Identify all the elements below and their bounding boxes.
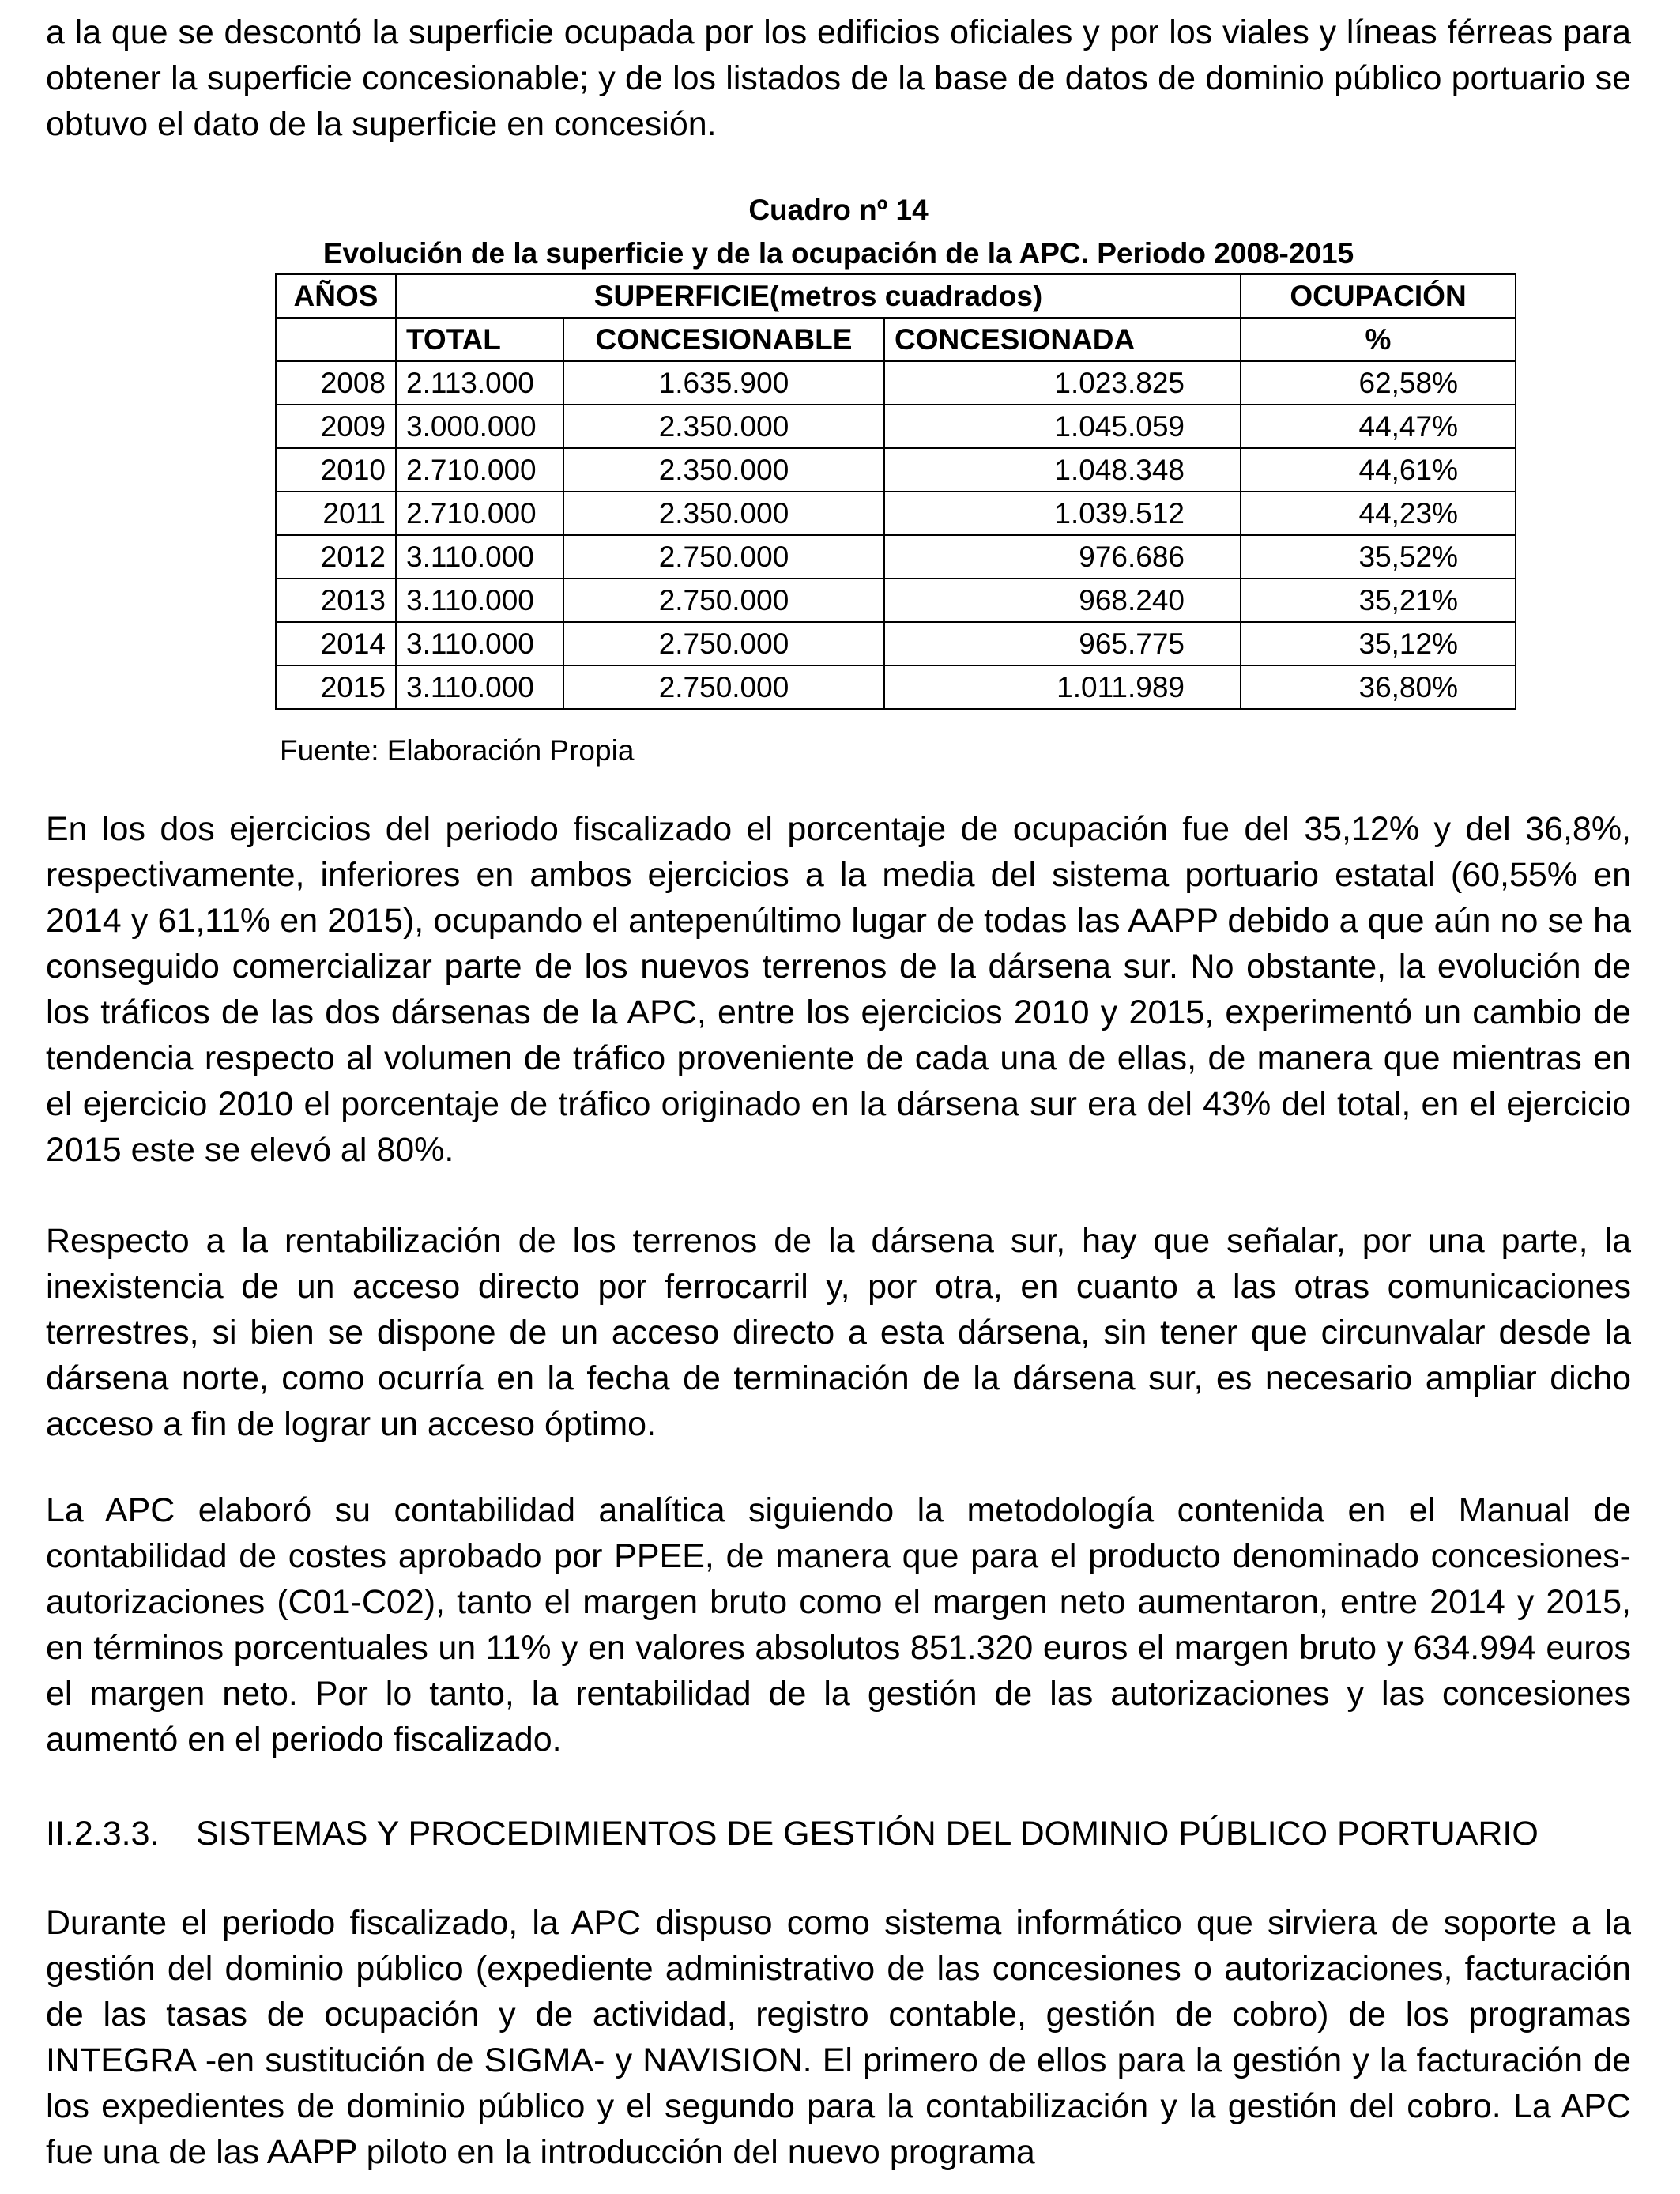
table-row: [276, 361, 1516, 405]
cell-concesionada: 1.048.348: [884, 448, 1241, 492]
table-header-row-1: [276, 274, 1516, 318]
cell-year: 2010: [276, 448, 396, 492]
header-surface-group: SUPERFICIE(metros cuadrados): [396, 274, 1241, 318]
table-caption-number: Cuadro nº 14: [748, 194, 929, 226]
cell-ocupacion: 35,52%: [1241, 535, 1516, 579]
cell-ocupacion: 35,12%: [1241, 622, 1516, 665]
section-number: II.2.3.3.: [46, 1815, 160, 1853]
cell-total: 2.710.000: [396, 492, 563, 535]
section-heading: [46, 1811, 1631, 1857]
header-occupation: OCUPACIÓN: [1241, 274, 1516, 318]
table-row: [276, 405, 1516, 448]
table-body: [276, 361, 1516, 709]
cell-ocupacion: 44,61%: [1241, 448, 1516, 492]
paragraph-accounting: La APC elaboró su contabilidad analítica siguiendo la metodología contenida en el Manual de contabilidad de costes aprobado por PPEE, de manera que para el producto denominado concesiones-autorizaciones (C01-C02), tanto el margen bruto como el margen neto aumentaron, entre 2014 y 2015, en términos porcentuales un 11% y en valores absolutos 851.320 euros el margen bruto y 634.994 euros el margen neto. Por lo tanto, la rentabilidad de la gestión de las autorizaciones y las concesiones aumentó en el periodo fiscalizado.: [46, 1491, 1631, 1759]
table-source: Fuente: Elaboración Propia: [280, 734, 635, 767]
cell-year: 2008: [276, 361, 396, 405]
intro-paragraph: a la que se descontó la superficie ocupada por los edificios oficiales y por los viales y líneas férreas para obtener la superficie concesionable; y de los listados de la base de datos de dominio público portuario se obtuvo el dato de la superficie en concesión.: [46, 13, 1631, 143]
header-concessionable: CONCESIONABLE: [563, 318, 884, 361]
cell-year: 2012: [276, 535, 396, 579]
surface-occupation-table: [275, 273, 1516, 710]
cell-concesionable: 2.750.000: [563, 535, 884, 579]
cell-concesionable: 2.350.000: [563, 448, 884, 492]
cell-concesionada: 1.039.512: [884, 492, 1241, 535]
cell-ocupacion: 62,58%: [1241, 361, 1516, 405]
table-row: [276, 492, 1516, 535]
cell-year: 2011: [276, 492, 396, 535]
cell-concesionada: 968.240: [884, 579, 1241, 622]
cell-concesionable: 1.635.900: [563, 361, 884, 405]
cell-year: 2009: [276, 405, 396, 448]
cell-total: 3.110.000: [396, 665, 563, 709]
cell-total: 3.000.000: [396, 405, 563, 448]
header-years: AÑOS: [276, 274, 396, 318]
table-header-row-2: [276, 318, 1516, 361]
cell-concesionable: 2.750.000: [563, 579, 884, 622]
cell-concesionada: 1.011.989: [884, 665, 1241, 709]
cell-total: 2.710.000: [396, 448, 563, 492]
header-years-blank: [276, 318, 396, 361]
cell-concesionada: 1.023.825: [884, 361, 1241, 405]
cell-total: 3.110.000: [396, 535, 563, 579]
table-row: [276, 665, 1516, 709]
cell-ocupacion: 44,23%: [1241, 492, 1516, 535]
cell-concesionable: 2.750.000: [563, 622, 884, 665]
header-concessioned: CONCESIONADA: [884, 318, 1241, 361]
header-percent: %: [1241, 318, 1516, 361]
cell-ocupacion: 36,80%: [1241, 665, 1516, 709]
cell-year: 2014: [276, 622, 396, 665]
paragraph-systems: Durante el periodo fiscalizado, la APC dispuso como sistema informático que sirviera de soporte a la gestión del dominio público (expediente administrativo de las concesiones o autorizaciones, facturación de las tasas de ocupación y de actividad, registro contable, gestión de cobro) de los programas INTEGRA -en sustitución de SIGMA- y NAVISION. El primero de ellos para la gestión y la facturación de los expedientes de dominio público y el segundo para la contabilización y la gestión del cobro. La APC fue una de las AAPP piloto en la introducción del nuevo programa: [46, 1904, 1631, 2171]
cell-concesionable: 2.350.000: [563, 492, 884, 535]
cell-year: 2015: [276, 665, 396, 709]
table-row: [276, 535, 1516, 579]
table-row: [276, 622, 1516, 665]
cell-total: 2.113.000: [396, 361, 563, 405]
cell-ocupacion: 44,47%: [1241, 405, 1516, 448]
table-row: [276, 579, 1516, 622]
cell-ocupacion: 35,21%: [1241, 579, 1516, 622]
cell-year: 2013: [276, 579, 396, 622]
cell-total: 3.110.000: [396, 579, 563, 622]
header-total: TOTAL: [396, 318, 563, 361]
paragraph-profitability: Respecto a la rentabilización de los terrenos de la dársena sur, hay que señalar, por una parte, la inexistencia de un acceso directo por ferrocarril y, por otra, en cuanto a las otras comunicaciones terrestres, si bien se dispone de un acceso directo a esta dársena, sin tener que circunvalar desde la dársena norte, como ocurría en la fecha de terminación de la dársena sur, es necesario ampliar dicho acceso a fin de lograr un acceso óptimo.: [46, 1222, 1631, 1443]
cell-total: 3.110.000: [396, 622, 563, 665]
cell-concesionada: 1.045.059: [884, 405, 1241, 448]
cell-concesionable: 2.350.000: [563, 405, 884, 448]
paragraph-occupation: En los dos ejercicios del periodo fiscalizado el porcentaje de ocupación fue del 35,12% y del 36,8%, respectivamente, inferiores en ambos ejercicios a la media del sistema portuario estatal (60,55% en 2014 y 61,11% en 2015), ocupando el antepenúltimo lugar de todas las AAPP debido a que aún no se ha conseguido comercializar parte de los nuevos terrenos de la dársena sur. No obstante, la evolución de los tráficos de las dos dársenas de la APC, entre los ejercicios 2010 y 2015, experimentó un cambio de tendencia respecto al volumen de tráfico proveniente de cada una de ellas, de manera que mientras en el ejercicio 2010 el porcentaje de tráfico originado en la dársena sur era del 43% del total, en el ejercicio 2015 este se elevó al 80%.: [46, 810, 1631, 1169]
cell-concesionada: 976.686: [884, 535, 1241, 579]
cell-concesionada: 965.775: [884, 622, 1241, 665]
table-caption-title: Evolución de la superficie y de la ocupación de la APC. Periodo 2008-2015: [322, 237, 1354, 270]
table-row: [276, 448, 1516, 492]
section-title: SISTEMAS Y PROCEDIMIENTOS DE GESTIÓN DEL DOMINIO PÚBLICO PORTUARIO: [196, 1815, 1539, 1853]
cell-concesionable: 2.750.000: [563, 665, 884, 709]
